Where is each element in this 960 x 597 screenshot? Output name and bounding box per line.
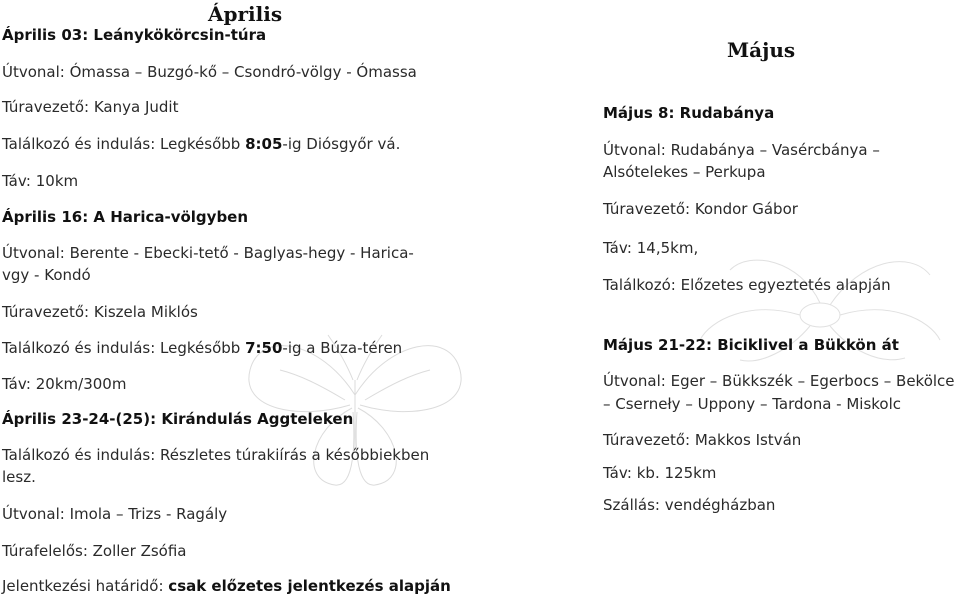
- meeting-time: 8:05: [245, 135, 283, 153]
- tour-title-april-23: Április 23-24-(25): Kirándulás Aggteleken: [2, 410, 354, 428]
- route-april-16-line1: Útvonal: Berente - Ebecki-tető - Baglyas-hegy - Harica-: [2, 244, 414, 262]
- route-april-16-line2: vgy - Kondó: [2, 266, 91, 284]
- meeting-april-03: [2, 133, 400, 155]
- deadline-value: csak előzetes jelentkezés alapján: [168, 577, 451, 595]
- meeting-label: Találkozó és indulás: Legkésőbb: [2, 339, 246, 357]
- accommodation-may-21: Szállás: vendégházban: [603, 496, 776, 514]
- deadline-label: Jelentkezési határidő:: [2, 577, 169, 595]
- distance-april-16: Táv: 20km/300m: [2, 375, 127, 393]
- tour-title-may-8: Május 8: Rudabánya: [603, 104, 775, 122]
- meeting-place: -ig a Búza-téren: [282, 339, 403, 357]
- guide-may-8: Túravezető: Kondor Gábor: [603, 200, 798, 218]
- deadline-april-23: [2, 575, 451, 597]
- tour-title-april-03: Április 03: Leánykökörcsin-túra: [2, 26, 267, 44]
- guide-may-21: Túravezető: Makkos István: [603, 431, 802, 449]
- tour-title-april-16: Április 16: A Harica-völgyben: [2, 208, 249, 226]
- april-heading: Április: [208, 2, 283, 26]
- guide-april-16: Túravezető: Kiszela Miklós: [2, 303, 198, 321]
- route-may-21-line2: – Cserneły – Uppony – Tardona - Miskolc: [603, 395, 902, 413]
- meeting-label: Találkozó és indulás: Legkésőbb: [2, 135, 246, 153]
- route-may-8-line1: Útvonal: Rudabánya – Vasércbánya –: [603, 141, 880, 159]
- lead-april-23: Túrafelelős: Zoller Zsófia: [2, 542, 187, 560]
- distance-may-21: Táv: kb. 125km: [603, 464, 717, 482]
- tour-title-may-21: Május 21-22: Biciklivel a Bükkön át: [603, 336, 899, 354]
- route-may-8-line2: Alsótelekes – Perkupa: [603, 163, 766, 181]
- may-heading: Május: [727, 38, 796, 62]
- route-may-21-line1: Útvonal: Eger – Bükkszék – Egerbocs – Bekölce: [603, 372, 955, 390]
- meeting-place: -ig Diósgyőr vá.: [282, 135, 401, 153]
- guide-april-03: Túravezető: Kanya Judit: [2, 98, 179, 116]
- distance-may-8: Táv: 14,5km,: [603, 239, 699, 257]
- route-april-23: Útvonal: Imola – Trizs - Ragály: [2, 505, 228, 523]
- meeting-april-16: [2, 337, 402, 359]
- meeting-april-23-line2: lesz.: [2, 468, 36, 486]
- butterfly-sketch: [240, 300, 470, 510]
- meeting-april-23-line1: Találkozó és indulás: Részletes túrakiírás a későbbiekben: [2, 446, 430, 464]
- meeting-time: 7:50: [245, 339, 283, 357]
- meeting-may-8: Találkozó: Előzetes egyeztetés alapján: [603, 276, 891, 294]
- route-april-03: Útvonal: Ómassa – Buzgó-kő – Csondró-völgy - Ómassa: [2, 63, 417, 81]
- distance-april-03: Táv: 10km: [2, 172, 79, 190]
